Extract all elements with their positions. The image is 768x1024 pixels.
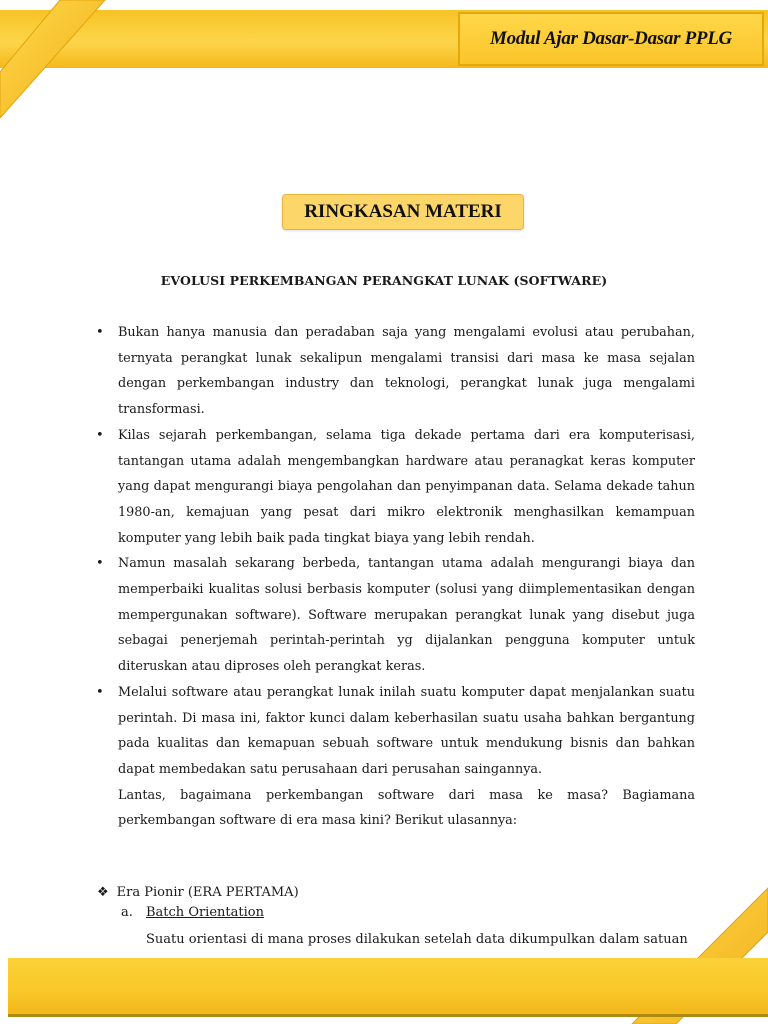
bullet-item	[95, 423, 695, 552]
bullet-text: • Bukan hanya manusia dan peradaban saja yang mengalami evolusi atau perubahan, ternyata perangkat lunak sekalipun mengalami transisi dari masa ke masa sejalan dengan perkembangan industry dan teknologi, perangkat lunak juga mengalami transformasi.	[118, 325, 695, 418]
bullet-text: • Kilas sejarah perkembangan, selama tiga dekade pertama dari era komputerisasi, tantangan utama adalah mengembangkan hardware atau peranagkat keras komputer yang dapat mengurangi biaya pengolahan dan penyimpanan data. Selama dekade tahun 1980-an, kemajuan yang pesat dari mikro elektronik menghasilkan kemampuan komputer yang lebih baik pada tingkat biaya yang lebih rendah.	[118, 427, 695, 546]
header-title: Modul Ajar Dasar-Dasar PPLG	[490, 28, 732, 49]
era-heading-text: Era Pionir (ERA PERTAMA)	[116, 885, 299, 900]
sub-item-letter: a.	[121, 905, 133, 920]
bullet-text: • Melalui software atau perangkat lunak inilah suatu komputer dapat menjalankan suatu perintah. Di masa ini, faktor kunci dalam keberhasilan suatu usaha bahkan bergantung pada kualitas dan kemapuan sebuah software untuk mendukung bisnis dan bahkan dapat membedakan satu perusahaan dari perusahan saingannya.	[118, 684, 695, 777]
top-left-ribbon	[0, 0, 105, 118]
era-description: Suatu orientasi di mana proses dilakukan setelah data dikumpulkan dalam satuan	[146, 932, 688, 947]
section-title-box	[282, 194, 524, 230]
diamond-bullet-icon: ❖	[97, 885, 109, 900]
header-title-box	[458, 12, 764, 66]
closing-paragraph: Lantas, bagaimana perkembangan software dari masa ke masa? Bagiamana perkembangan software di era masa kini? Berikut ulasannya:	[118, 787, 695, 829]
footer-line	[8, 1014, 768, 1017]
era-heading	[97, 885, 299, 900]
bullet-item	[95, 320, 695, 423]
document-subtitle: EVOLUSI PERKEMBANGAN PERANGKAT LUNAK (SOFTWARE)	[160, 273, 608, 288]
bullet-item	[95, 551, 695, 680]
bullet-item	[95, 680, 695, 783]
footer-bar	[8, 958, 768, 1014]
sub-item-label: Batch Orientation	[146, 905, 264, 920]
bullet-list	[95, 320, 695, 834]
section-title: RINGKASAN MATERI	[304, 201, 502, 222]
bullet-text: • Namun masalah sekarang berbeda, tantangan utama adalah mengurangi biaya dan memperbaiki kualitas solusi berbasis komputer (solusi yang diimplementasikan dengan mempergunakan software). Software merupakan perangkat lunak yang disebut juga sebagai penerjemah perintah-perintah yg dijalankan pengguna komputer untuk diteruskan atau diproses oleh perangkat keras.	[118, 556, 695, 675]
